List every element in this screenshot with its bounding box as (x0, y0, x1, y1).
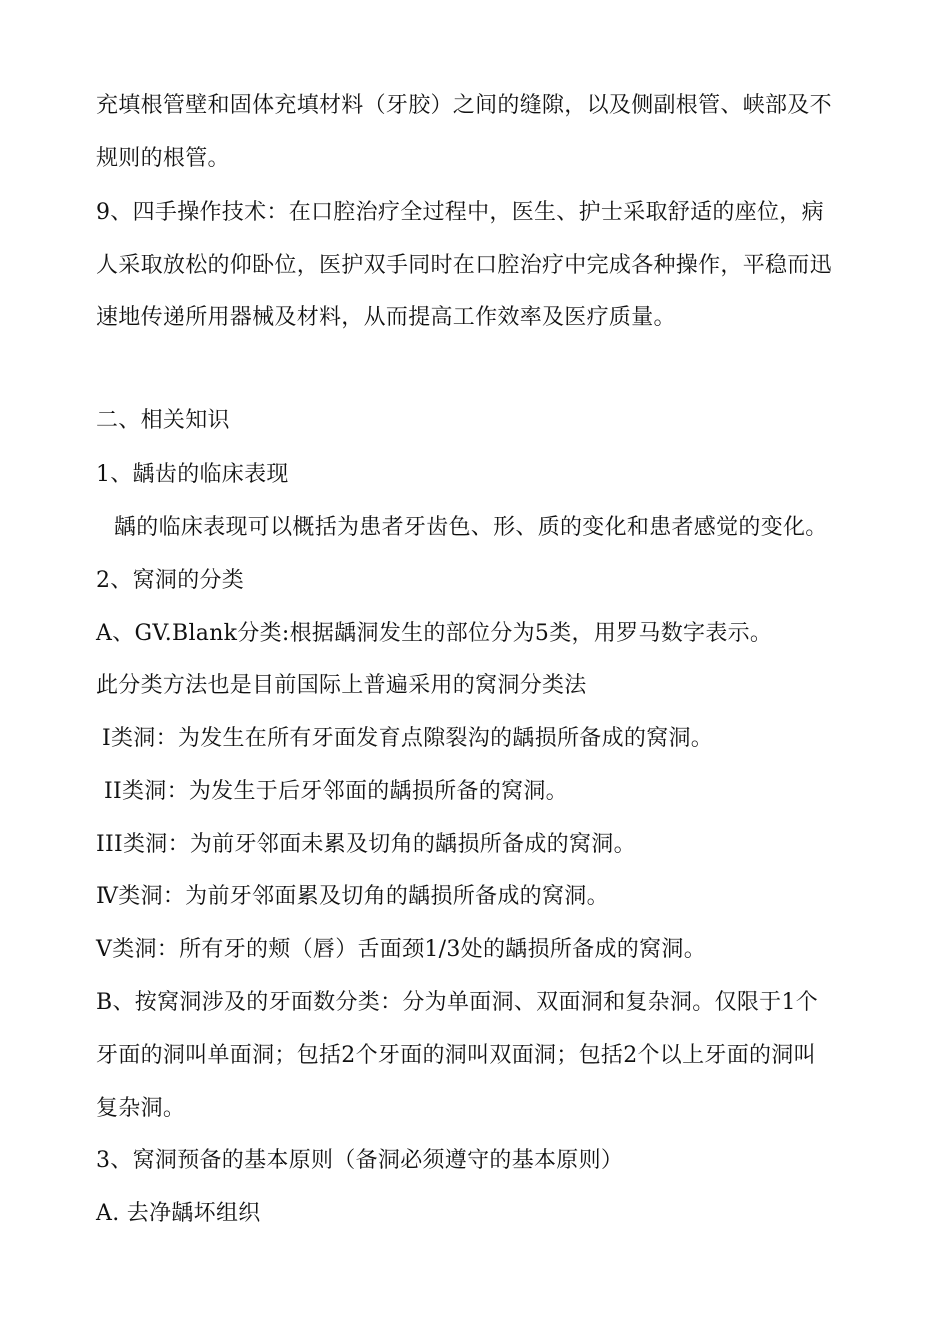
classification-a-line: A、GV.Blank分类:根据龋洞发生的部位分为5类，用罗马数字表示。 (96, 621, 773, 646)
classification-note-line: 此分类方法也是目前国际上普遍采用的窝洞分类法 (96, 673, 587, 698)
classification-b-line-3: 复杂洞。 (96, 1096, 186, 1121)
caries-presentation-text: 龋的临床表现可以概括为患者牙齿色、形、质的变化和患者感觉的变化。 (114, 515, 828, 540)
class-i-line: Ⅰ类洞：为发生在所有牙面发育点隙裂沟的龋损所备成的窝洞。 (102, 726, 714, 751)
class-iii-line: III类洞：为前牙邻面未累及切角的龋损所备成的窝洞。 (96, 832, 636, 857)
class-iv-line: Ⅳ类洞：为前牙邻面累及切角的龋损所备成的窝洞。 (96, 884, 609, 909)
subheading-caries-clinical-presentation: 1、龋齿的临床表现 (96, 462, 289, 487)
classification-b-line-2: 牙面的洞叫单面洞；包括2个牙面的洞叫双面洞；包括2个以上牙面的洞叫 (96, 1043, 816, 1068)
paragraph-line-2: 规则的根管。 (96, 146, 230, 171)
term-9-line-1: 9、四手操作技术：在口腔治疗全过程中，医生、护士采取舒适的座位，病 (96, 200, 824, 225)
term-9-line-3: 速地传递所用器械及材料，从而提高工作效率及医疗质量。 (96, 305, 676, 330)
paragraph-line-1: 充填根管壁和固体充填材料（牙胶）之间的缝隙，以及侧副根管、峡部及不 (96, 93, 832, 118)
class-v-line: Ⅴ类洞：所有牙的颊（唇）舌面颈1/3处的龋损所备成的窝洞。 (96, 937, 706, 962)
class-ii-line: II类洞：为发生于后牙邻面的龋损所备的窝洞。 (104, 779, 568, 804)
section-heading-related-knowledge: 二、相关知识 (96, 408, 230, 433)
principle-a-line: A. 去净龋坏组织 (96, 1201, 261, 1226)
term-9-line-2: 人采取放松的仰卧位，医护双手同时在口腔治疗中完成各种操作，平稳而迅 (96, 253, 832, 278)
subheading-cavity-classification: 2、窝洞的分类 (96, 568, 245, 593)
classification-b-line-1: B、按窝洞涉及的牙面数分类：分为单面洞、双面洞和复杂洞。仅限于1个 (96, 990, 819, 1015)
subheading-cavity-preparation-principles: 3、窝洞预备的基本原则（备洞必须遵守的基本原则） (96, 1148, 624, 1173)
